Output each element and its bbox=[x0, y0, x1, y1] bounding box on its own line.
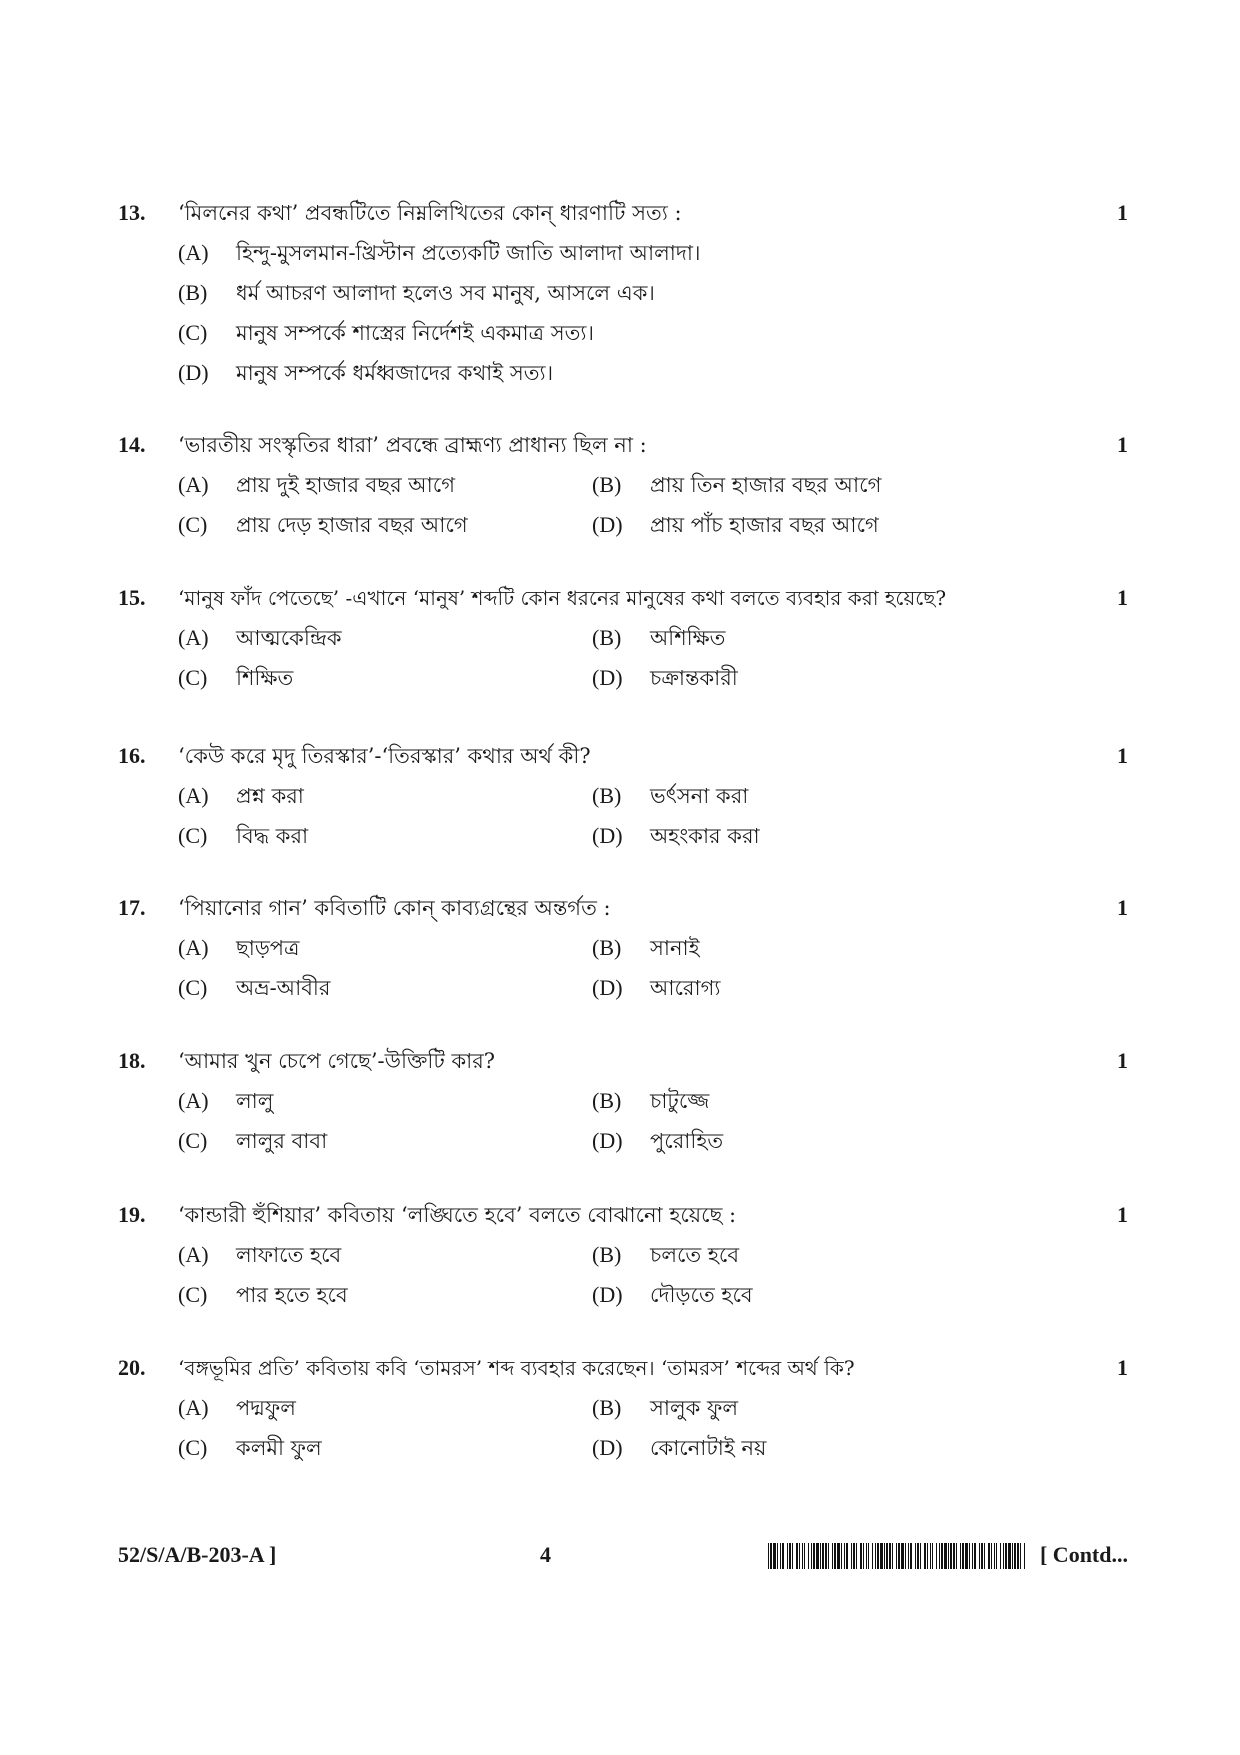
option-text: প্রশ্ন করা bbox=[236, 784, 304, 808]
option-letter: (A) bbox=[178, 1088, 209, 1113]
question-text: ‘কেউ করে মৃদু তিরস্কার’-‘তিরস্কার’ কথার অর্থ কী? bbox=[178, 744, 591, 768]
option-letter: (B) bbox=[178, 280, 208, 305]
page-number: 4 bbox=[540, 1542, 551, 1567]
option-letter: (C) bbox=[178, 823, 208, 848]
option-c bbox=[178, 1428, 322, 1468]
option-letter: (C) bbox=[178, 1128, 208, 1153]
continued-label: [ Contd... bbox=[1039, 1542, 1128, 1567]
question-16 bbox=[118, 736, 1128, 856]
paper-code: 52/S/A/B-203-A ] bbox=[118, 1542, 277, 1567]
option-text: লাফাতে হবে bbox=[236, 1243, 342, 1267]
option-text: অশিক্ষিত bbox=[650, 626, 726, 650]
option-a bbox=[178, 1235, 341, 1275]
option-b bbox=[592, 1235, 739, 1275]
option-letter: (B) bbox=[592, 1088, 622, 1113]
option-letter: (A) bbox=[178, 472, 209, 497]
question-15 bbox=[118, 578, 1128, 698]
option-text: পার হতে হবে bbox=[236, 1283, 348, 1307]
option-c bbox=[178, 1121, 327, 1161]
question-text: ‘কান্ডারী হুঁশিয়ার’ কবিতায় ‘লঙ্ঘিতে হবে’ বলতে বোঝানো হয়েছে : bbox=[178, 1203, 737, 1227]
option-text: প্রায় দুই হাজার বছর আগে bbox=[236, 473, 456, 497]
option-letter: (B) bbox=[592, 1242, 622, 1267]
question-number: 19. bbox=[118, 1202, 146, 1227]
option-b bbox=[592, 776, 748, 816]
question-marks: 1 bbox=[1117, 585, 1128, 610]
question-18 bbox=[118, 1041, 1128, 1161]
option-letter: (D) bbox=[592, 1282, 623, 1307]
question-text: ‘মিলনের কথা’ প্রবন্ধটিতে নিম্নলিখিতের কোন্ ধারণাটি সত্য : bbox=[178, 201, 682, 225]
option-b bbox=[592, 928, 700, 968]
option-a bbox=[178, 1388, 296, 1428]
option-b bbox=[592, 1081, 709, 1121]
option-letter: (D) bbox=[592, 665, 623, 690]
option-c bbox=[178, 658, 293, 698]
question-text: ‘পিয়ানোর গান’ কবিতাটি কোন্ কাব্যগ্রন্থের অন্তর্গত : bbox=[178, 896, 611, 920]
option-text: মানুষ সম্পর্কে ধর্মধ্বজাদের কথাই সত্য। bbox=[236, 361, 554, 385]
option-text: প্রায় তিন হাজার বছর আগে bbox=[650, 473, 882, 497]
page-footer bbox=[118, 1535, 1128, 1575]
option-letter: (D) bbox=[592, 823, 623, 848]
option-text: চাটুজ্জে bbox=[650, 1089, 710, 1113]
option-letter: (D) bbox=[592, 512, 623, 537]
question-text: ‘বঙ্গভূমির প্রতি’ কবিতায় কবি ‘তামরস’ শব্দ ব্যবহার করেছেন। ‘তামরস’ শব্দের অর্থ কি? bbox=[178, 1356, 855, 1380]
option-c bbox=[178, 968, 330, 1008]
option-letter: (A) bbox=[178, 240, 209, 265]
option-letter: (D) bbox=[178, 360, 209, 385]
question-marks: 1 bbox=[1117, 743, 1128, 768]
question-marks: 1 bbox=[1117, 1202, 1128, 1227]
option-b bbox=[178, 273, 655, 313]
option-d bbox=[592, 505, 879, 545]
option-text: কোনোটাই নয় bbox=[650, 1436, 767, 1460]
option-letter: (B) bbox=[592, 783, 622, 808]
barcode-icon bbox=[768, 1543, 1026, 1569]
option-letter: (C) bbox=[178, 320, 208, 345]
option-text: ছাড়পত্র bbox=[236, 936, 300, 960]
option-letter: (A) bbox=[178, 935, 209, 960]
option-text: আত্মকেন্দ্রিক bbox=[236, 626, 342, 650]
option-letter: (A) bbox=[178, 783, 209, 808]
option-text: পদ্মফুল bbox=[236, 1396, 296, 1420]
option-c bbox=[178, 816, 308, 856]
option-b bbox=[592, 618, 725, 658]
option-text: অহংকার করা bbox=[650, 824, 760, 848]
option-d bbox=[592, 1275, 753, 1315]
option-c bbox=[178, 313, 594, 353]
option-letter: (B) bbox=[592, 472, 622, 497]
option-text: দৌড়তে হবে bbox=[650, 1283, 753, 1307]
option-letter: (D) bbox=[592, 1435, 623, 1460]
question-17 bbox=[118, 888, 1128, 1008]
question-number: 17. bbox=[118, 895, 146, 920]
question-14 bbox=[118, 425, 1128, 545]
option-text: শিক্ষিত bbox=[236, 666, 294, 690]
option-text: কলমী ফুল bbox=[236, 1436, 322, 1460]
option-text: চলতে হবে bbox=[650, 1243, 740, 1267]
option-c bbox=[178, 505, 468, 545]
question-number: 20. bbox=[118, 1355, 146, 1380]
option-letter: (D) bbox=[592, 1128, 623, 1153]
option-a bbox=[178, 776, 304, 816]
option-b bbox=[592, 1388, 738, 1428]
option-a bbox=[178, 233, 701, 273]
option-text: লালু bbox=[236, 1089, 274, 1113]
option-letter: (A) bbox=[178, 625, 209, 650]
option-text: আরোগ্য bbox=[650, 976, 721, 1000]
question-number: 16. bbox=[118, 743, 146, 768]
option-letter: (C) bbox=[178, 1435, 208, 1460]
option-text: চক্রান্তকারী bbox=[650, 666, 738, 690]
option-a bbox=[178, 465, 455, 505]
option-d bbox=[592, 968, 720, 1008]
option-a bbox=[178, 928, 300, 968]
option-a bbox=[178, 618, 342, 658]
option-b bbox=[592, 465, 881, 505]
option-text: লালুর বাবা bbox=[236, 1129, 328, 1153]
option-d bbox=[592, 1428, 766, 1468]
option-letter: (D) bbox=[592, 975, 623, 1000]
option-text: অভ্র-আবীর bbox=[236, 976, 331, 1000]
option-letter: (C) bbox=[178, 1282, 208, 1307]
question-19 bbox=[118, 1195, 1128, 1315]
option-d bbox=[178, 353, 553, 393]
option-text: ধর্ম আচরণ আলাদা হলেও সব মানুষ, আসলে এক। bbox=[236, 281, 655, 305]
option-letter: (A) bbox=[178, 1395, 209, 1420]
option-letter: (B) bbox=[592, 1395, 622, 1420]
question-marks: 1 bbox=[1117, 895, 1128, 920]
option-text: সালুক ফুল bbox=[650, 1396, 738, 1420]
question-marks: 1 bbox=[1117, 1355, 1128, 1380]
question-text: ‘আমার খুন চেপে গেছে’-উক্তিটি কার? bbox=[178, 1049, 496, 1073]
option-letter: (C) bbox=[178, 665, 208, 690]
option-text: বিদ্ধ করা bbox=[236, 824, 309, 848]
option-letter: (A) bbox=[178, 1242, 209, 1267]
question-text: ‘মানুষ ফাঁদ পেতেছে’ -এখানে ‘মানুষ’ শব্দটি কোন ধরনের মানুষের কথা বলতে ব্যবহার করা হয়েছে? bbox=[178, 586, 947, 610]
question-number: 15. bbox=[118, 585, 146, 610]
option-d bbox=[592, 816, 760, 856]
question-number: 14. bbox=[118, 432, 146, 457]
option-text: হিন্দু-মুসলমান-খ্রিস্টান প্রত্যেকটি জাতি আলাদা আলাদা। bbox=[236, 241, 701, 265]
question-number: 13. bbox=[118, 200, 146, 225]
option-a bbox=[178, 1081, 273, 1121]
question-20 bbox=[118, 1348, 1128, 1468]
question-number: 18. bbox=[118, 1048, 146, 1073]
option-letter: (B) bbox=[592, 935, 622, 960]
option-text: ভর্ৎসনা করা bbox=[650, 784, 749, 808]
option-d bbox=[592, 658, 738, 698]
question-marks: 1 bbox=[1117, 1048, 1128, 1073]
option-letter: (C) bbox=[178, 512, 208, 537]
option-letter: (B) bbox=[592, 625, 622, 650]
question-13 bbox=[118, 193, 1128, 393]
option-text: প্রায় পাঁচ হাজার বছর আগে bbox=[650, 513, 879, 537]
option-text: প্রায় দেড় হাজার বছর আগে bbox=[236, 513, 468, 537]
option-text: পুরোহিত bbox=[650, 1129, 724, 1153]
option-c bbox=[178, 1275, 348, 1315]
option-d bbox=[592, 1121, 723, 1161]
question-text: ‘ভারতীয় সংস্কৃতির ধারা’ প্রবন্ধে ব্রাহ্মণ্য প্রাধান্য ছিল না : bbox=[178, 433, 647, 457]
option-text: সানাই bbox=[650, 936, 700, 960]
option-letter: (C) bbox=[178, 975, 208, 1000]
option-text: মানুষ সম্পর্কে শাস্ত্রের নির্দেশই একমাত্র সত্য। bbox=[236, 321, 594, 345]
question-marks: 1 bbox=[1117, 432, 1128, 457]
question-marks: 1 bbox=[1117, 200, 1128, 225]
